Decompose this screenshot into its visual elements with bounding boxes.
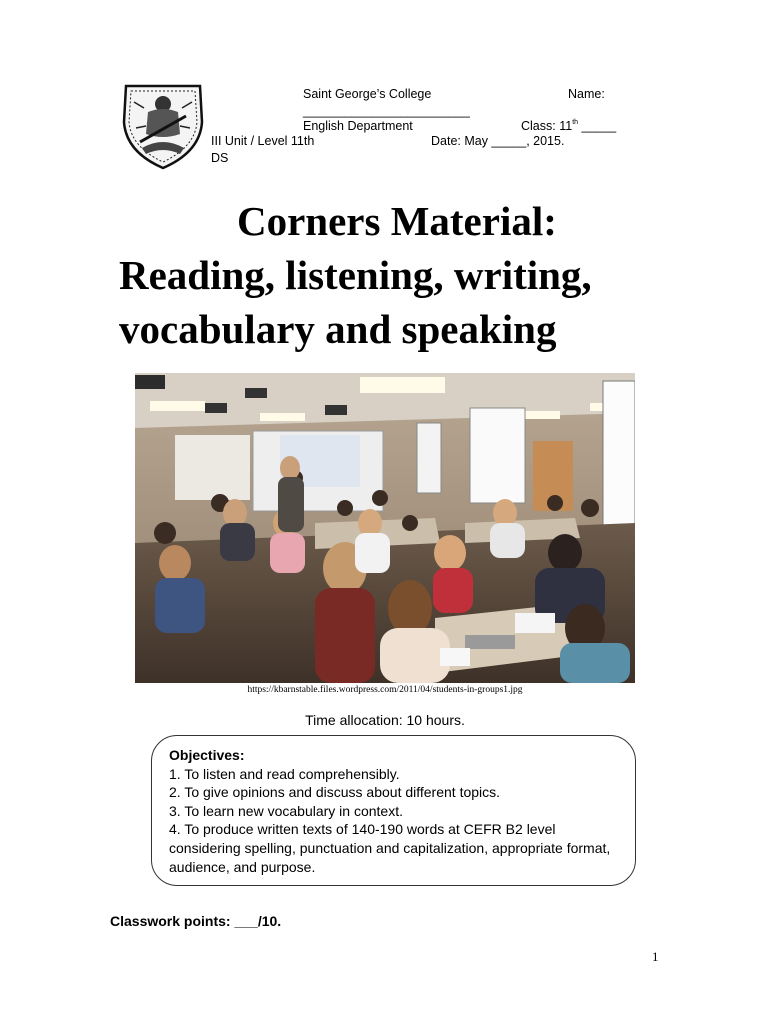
photo-caption: https://kbarnstable.files.wordpress.com/2011/04/students-in-groups1.jpg	[247, 685, 523, 695]
classroom-photo	[135, 373, 635, 683]
objectives-list	[169, 746, 624, 876]
objective-item: 4. To produce written texts of 140-190 words at CEFR B2 level considering spelling, punctuation and capitalization, appropriate format, audience, and purpose.	[169, 821, 611, 875]
classwork-points: Classwork points: ___/10.	[110, 913, 282, 929]
name-line: ________________________	[303, 104, 470, 118]
objective-item: 1. To listen and read comprehensibly.	[169, 765, 400, 782]
page-number: 1	[652, 949, 659, 964]
title-line-3: vocabulary and speaking	[119, 306, 557, 352]
school-name: Saint George’s College	[303, 87, 432, 101]
school-crest-logo	[120, 82, 206, 170]
class-label: Class: 11	[521, 119, 573, 133]
teacher-initials: DS	[211, 151, 229, 165]
title-line-2: Reading, listening, writing,	[119, 252, 592, 298]
name-label: Name:	[568, 87, 605, 101]
objectives-heading: Objectives:	[169, 747, 245, 763]
class-field	[521, 118, 616, 134]
class-blank: _____	[578, 119, 617, 133]
department: English Department	[303, 119, 413, 133]
unit-level: III Unit / Level 11th	[211, 134, 315, 148]
class-superscript: th	[572, 119, 579, 126]
time-allocation: Time allocation: 10 hours.	[305, 712, 465, 728]
objective-item: 3. To learn new vocabulary in context.	[169, 802, 403, 819]
title-line-1: Corners Material:	[237, 198, 557, 244]
date-field: Date: May _____, 2015.	[431, 134, 565, 148]
objective-item: 2. To give opinions and discuss about different topics.	[169, 784, 501, 801]
